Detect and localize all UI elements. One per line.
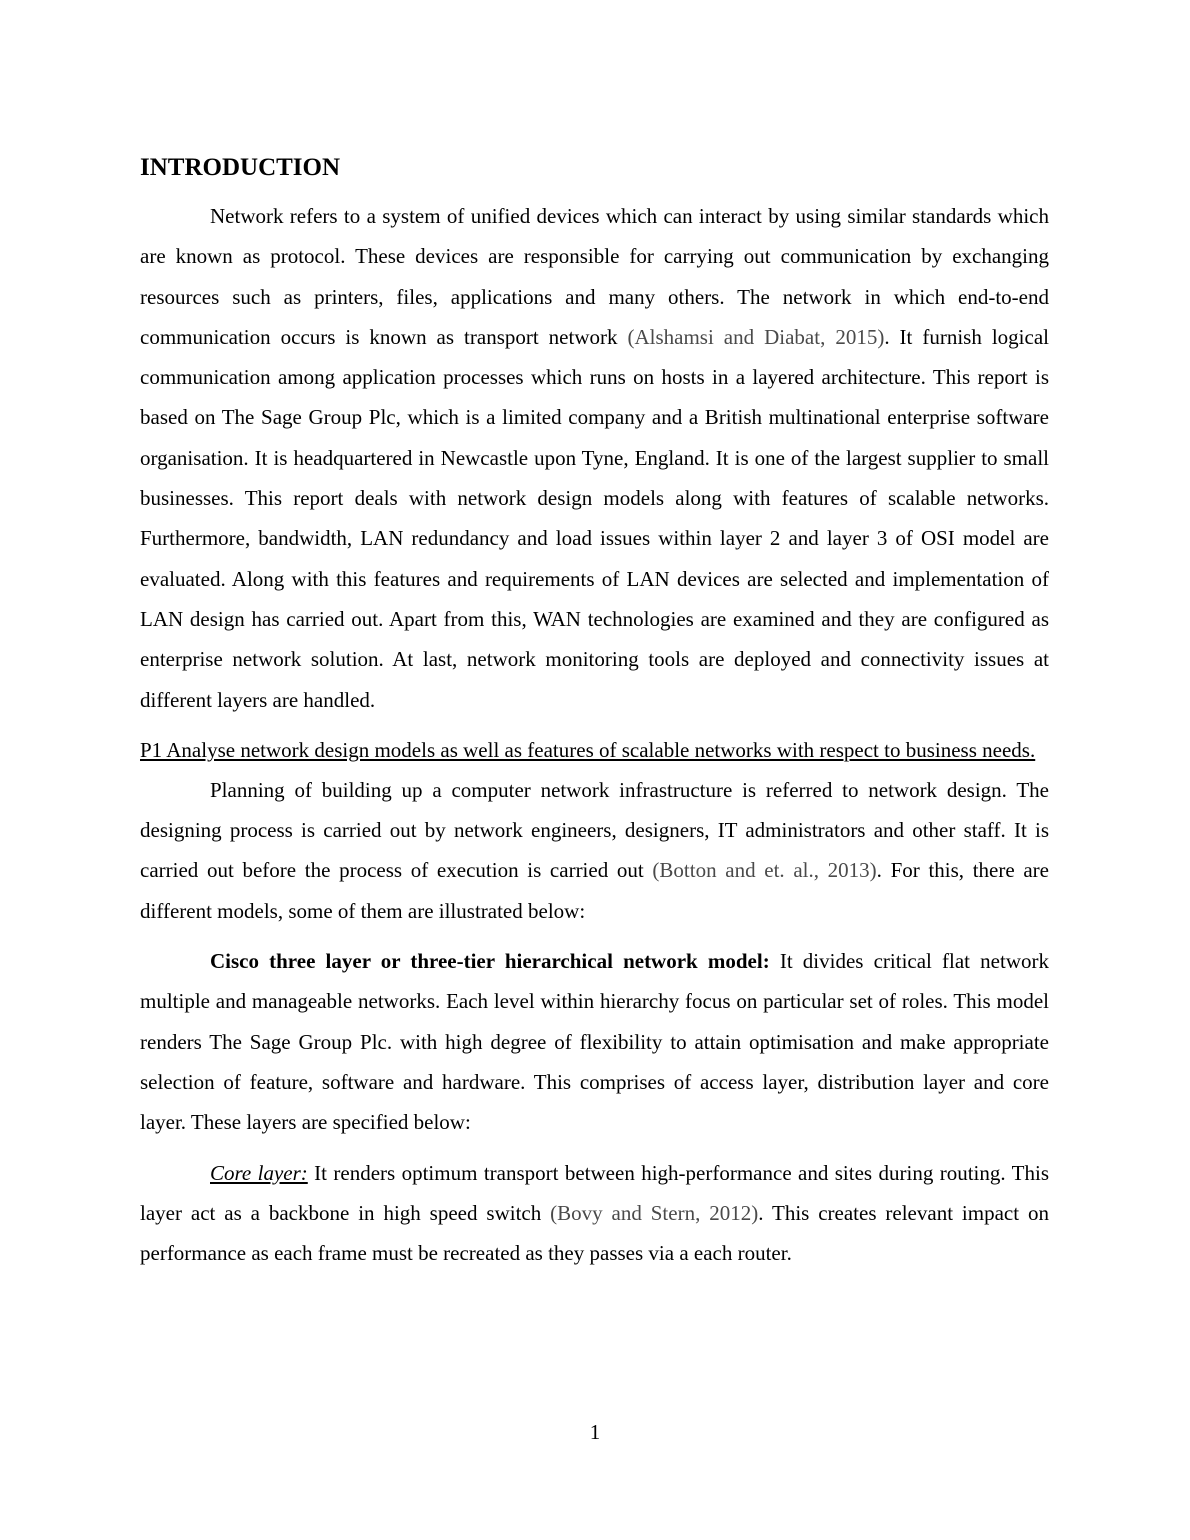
- planning-text-1: Planning of building up a computer network infrastructure is referred to network design. The designing process is carried out by network engineers, designers, IT administrators and other staff. It is carried out before the process of execution is carried out: [140, 777, 1049, 883]
- intro-text-2: . It furnish logical communication among application processes which runs on hosts in a layered architecture. This report is based on The Sage Group Plc, which is a limited company and a British multinational enterprise software organisation. It is headquartered in Newcastle upon Tyne, England. It is one of the largest supplier to small businesses. This report deals with network design models along with features of scalable networks. Furthermore, bandwidth, LAN redundancy and load issues within layer 2 and layer 3 of OSI model are evaluated. Along with this features and requirements of LAN devices are selected and implementation of LAN design has carried out. Apart from this, WAN technologies are examined and they are configured as enterprise network solution. At last, network monitoring tools are deployed and connectivity issues at different layers are handled.: [140, 324, 1049, 712]
- page-number: 1: [589, 1420, 601, 1444]
- cisco-text: It divides critical flat network multiple and manageable networks. Each level within hierarchy focus on particular set of roles. This model renders The Sage Group Plc. with high degree of flexibility to attain optimisation and make appropriate selection of feature, software and hardware. This comprises of access layer, distribution layer and core layer. These layers are specified below:: [140, 949, 1049, 1135]
- core-term: Core layer:: [210, 1160, 308, 1185]
- citation-bovy: (Bovy and Stern, 2012): [550, 1200, 759, 1225]
- citation-botton: (Botton and et. al., 2013): [652, 858, 877, 883]
- planning-text-2: . For this, there are different models, some of them are illustrated below:: [140, 858, 1049, 923]
- core-text-2: . This creates relevant impact on performance as each frame must be recreated as they passes via a each router.: [140, 1200, 1049, 1266]
- intro-heading: INTRODUCTION: [140, 154, 341, 181]
- intro-text-1: Network refers to a system of unified devices which can interact by using similar standards which are known as protocol. These devices are responsible for carrying out communication by exchanging resources such as printers, files, applications and many others. The network in which end-to-end communication occurs is known as transport network: [140, 204, 1049, 349]
- intro-paragraph: [140, 196, 1049, 720]
- planning-paragraph: [140, 770, 1049, 931]
- core-paragraph: [140, 1153, 1049, 1274]
- core-text-1: It renders optimum transport between high-performance and sites during routing. This layer act as a backbone in high speed switch: [140, 1160, 1049, 1225]
- cisco-term: Cisco three layer or three-tier hierarchical network model:: [210, 949, 770, 974]
- citation-alshamsi: (Alshamsi and Diabat, 2015): [627, 324, 885, 349]
- cisco-paragraph: [140, 941, 1049, 1142]
- section-heading-p1: P1 Analyse network design models as well as features of scalable networks with respect to business needs.: [140, 737, 1036, 762]
- page-content: [140, 150, 1049, 1273]
